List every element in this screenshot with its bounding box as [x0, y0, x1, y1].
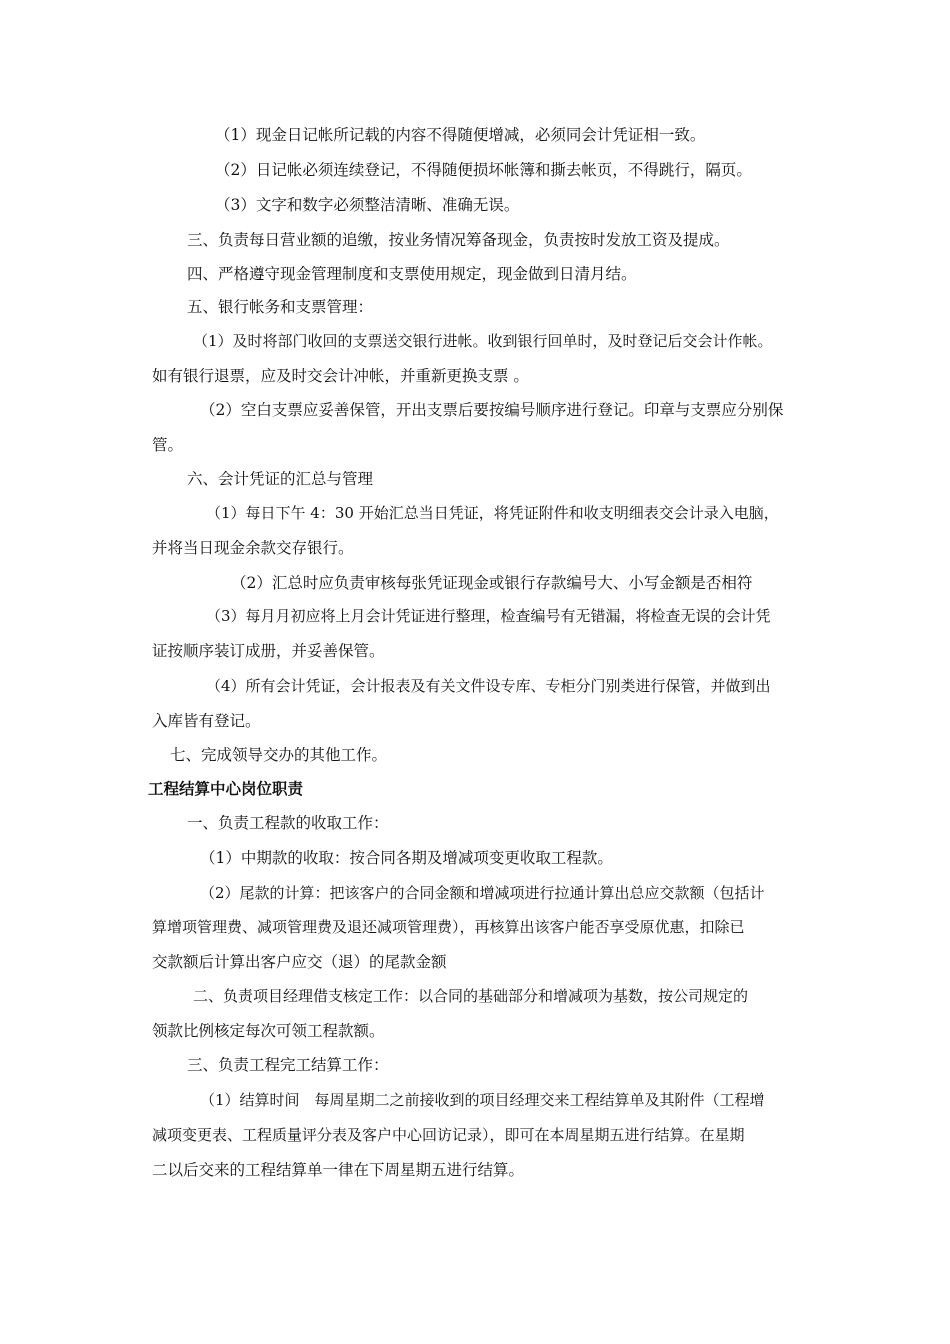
text-line: （1）中期款的收取：按合同各期及增减项变更收取工程款。 [200, 849, 613, 867]
text-line: （4）所有会计凭证，会计报表及有关文件设专库、专柜分门别类进行保管，并做到出 [206, 677, 771, 695]
text-line: （1）及时将部门收回的支票送交银行进帐。收到银行回单时，及时登记后交会计作帐。 [193, 332, 773, 350]
text-line: （1）每日下午 4：30 开始汇总当日凭证，将凭证附件和收支明细表交会计录入电脑， [206, 504, 779, 522]
text-line: （3）文字和数字必须整洁清晰、准确无误。 [215, 196, 520, 214]
text-line: 交款额后计算出客户应交（退）的尾款金额 [152, 953, 447, 971]
text-line: 管。 [152, 436, 184, 454]
text-line: 二、负责项目经理借支核定工作：以合同的基础部分和增减项为基数，按公司规定的 [193, 987, 749, 1005]
text-line: （1）结算时间 每周星期二之前接收到的项目经理交来工程结算单及其附件（工程增 [200, 1091, 765, 1109]
text-line: 减项变更表、工程质量评分表及客户中心回访记录），即可在本周星期五进行结算。在星期 [152, 1126, 745, 1144]
text-line: （3）每月月初应将上月会计凭证进行整理，检查编号有无错漏，将检查无误的会计凭 [206, 607, 771, 625]
text-line: 二以后交来的工程结算单一律在下周星期五进行结算。 [152, 1161, 525, 1179]
text-line: 入库皆有登记。 [152, 712, 261, 730]
text-line: 四、严格遵守现金管理制度和支票使用规定，现金做到日清月结。 [187, 265, 637, 283]
text-line: （1）现金日记帐所记载的内容不得随便增减，必须同会计凭证相一致。 [215, 126, 706, 144]
text-line: （2）日记帐必须连续登记，不得随便损坏帐簿和撕去帐页，不得跳行，隔页。 [215, 161, 752, 179]
text-line: 三、负责工程完工结算工作： [187, 1056, 389, 1074]
text-line: （2）空白支票应妥善保管，开出支票后要按编号顺序进行登记。印章与支票应分别保 [200, 401, 784, 419]
text-line: 七、完成领导交办的其他工作。 [170, 746, 388, 764]
text-line: 证按顺序装订成册，并妥善保管。 [152, 642, 385, 660]
text-line: 五、银行帐务和支票管理： [187, 298, 374, 316]
section-heading: 工程结算中心岗位职责 [148, 780, 304, 798]
text-line: 如有银行退票，应及时交会计冲帐，并重新更换支票 。 [152, 367, 529, 385]
text-line: 六、会计凭证的汇总与管理 [187, 470, 374, 488]
text-line: 算增项管理费、减项管理费及退还减项管理费），再核算出该客户能否享受原优惠，扣除已 [152, 918, 745, 936]
text-line: 三、负责每日营业额的追缴，按业务情况筹备现金，负责按时发放工资及提成。 [187, 231, 730, 249]
text-line: 并将当日现金余款交存银行。 [152, 539, 354, 557]
text-line: （2）尾款的计算：把该客户的合同金额和增减项进行拉通计算出总应交款额（包括计 [200, 884, 765, 902]
text-line: （2）汇总时应负责审核每张凭证现金或银行存款编号大、小写金额是否相符 [231, 574, 753, 592]
text-line: 领款比例核定每次可领工程款额。 [152, 1022, 385, 1040]
text-line: 一、负责工程款的收取工作： [187, 814, 389, 832]
